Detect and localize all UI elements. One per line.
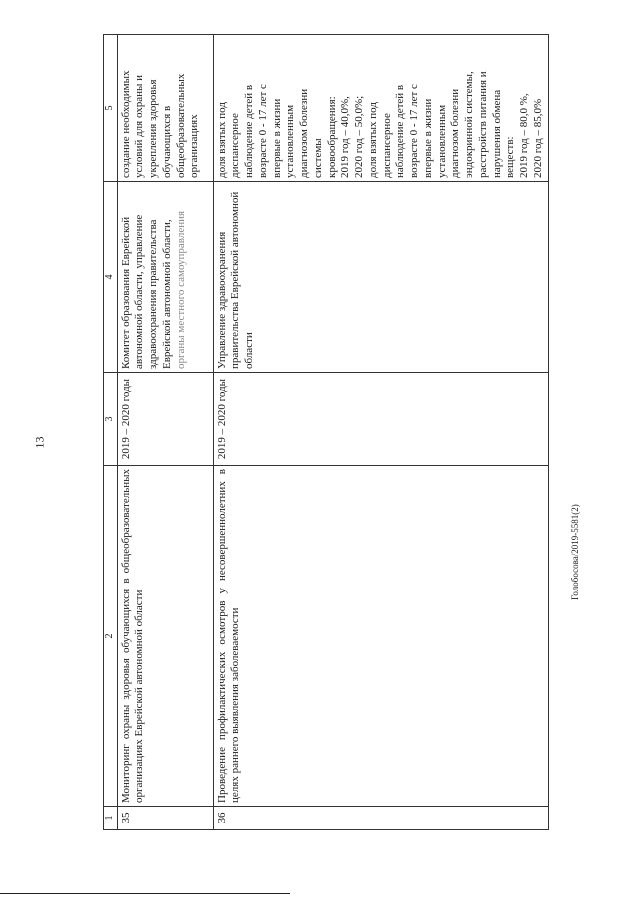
result-line: обучающихся в bbox=[160, 105, 173, 178]
column-header-1: 1 bbox=[104, 807, 118, 830]
result-line: нарушения обмена bbox=[490, 89, 503, 178]
result-line: установленным bbox=[435, 104, 448, 178]
result-line: кровообращения: bbox=[325, 96, 338, 178]
result-line: условий для охраны и bbox=[133, 74, 146, 178]
event-cell: Мониторинг охраны здоровья обучающихся в общеобразовательных организациях Еврейской автономной области bbox=[117, 466, 213, 807]
result-line: эндокринной системы, bbox=[463, 71, 475, 178]
result-line: доля взятых под bbox=[366, 102, 379, 178]
period-cell: 2019 – 2020 годы bbox=[117, 373, 213, 466]
result-line: диагнозом болезни bbox=[449, 88, 462, 178]
result-line: возрасте 0 - 17 лет с bbox=[408, 84, 420, 178]
result-line: наблюдение детей в bbox=[394, 84, 407, 178]
header-row bbox=[104, 35, 118, 830]
column-header-4: 4 bbox=[104, 182, 118, 373]
period-cell: 2019 – 2020 годы bbox=[213, 373, 548, 466]
result-line: расстройств питания и bbox=[476, 71, 489, 178]
column-header-3: 3 bbox=[104, 373, 118, 466]
table-row bbox=[117, 35, 213, 830]
row-number: 35 bbox=[117, 807, 213, 830]
result-line: впервые в жизни bbox=[270, 98, 283, 178]
result-line: 2019 год – 40,0%, bbox=[339, 96, 352, 178]
result-line: укрепления здоровья bbox=[147, 79, 159, 178]
result-line: диспансерное bbox=[380, 113, 393, 178]
result-line: возрасте 0 - 17 лет с bbox=[256, 84, 269, 178]
measures-table bbox=[103, 34, 549, 830]
result-line: диагнозом болезни bbox=[298, 88, 310, 178]
executor-cell bbox=[117, 182, 213, 373]
document-footer-mark: Голобосова/2019-5581(2) bbox=[570, 504, 580, 600]
table-row bbox=[213, 35, 548, 830]
result-line: наблюдение детей в bbox=[243, 84, 255, 178]
result-line: веществ: bbox=[504, 136, 517, 178]
result-line: общеобразовательных bbox=[174, 73, 187, 178]
result-line: 2020 год – 50,0%; bbox=[353, 95, 365, 178]
result-line: впервые в жизни bbox=[421, 98, 434, 178]
result-line: 2019 год – 80,0 %, bbox=[518, 93, 530, 178]
row-number: 36 bbox=[213, 807, 548, 830]
column-header-2: 2 bbox=[104, 466, 118, 807]
result-cell bbox=[117, 35, 213, 182]
executor-cell: Управление здравоохранения правительства Еврейской автономной области bbox=[213, 182, 548, 373]
result-line: 2020 год – 85,0% bbox=[531, 98, 544, 178]
page-number: 13 bbox=[32, 436, 47, 449]
result-line: установленным bbox=[284, 104, 297, 178]
result-line: диспансерное bbox=[229, 113, 242, 178]
event-cell: Проведение профилактических осмотров у несовершеннолетних в целях раннего выявления заболеваемости bbox=[213, 466, 548, 807]
executor-text: Комитет образования Еврейской автономной области, управление здравоохранения правительства Еврейской автономной области, bbox=[119, 214, 173, 369]
result-line: доля взятых под bbox=[215, 102, 228, 178]
result-line: создание необходимых bbox=[119, 70, 132, 178]
executor-cut-text: органы местного самоуправления bbox=[174, 210, 187, 369]
result-cell bbox=[213, 35, 548, 182]
rotated-table-container bbox=[103, 40, 563, 830]
result-line: организациях bbox=[188, 114, 201, 178]
result-line: системы bbox=[311, 138, 324, 178]
footnote-rule bbox=[0, 893, 290, 894]
column-header-5: 5 bbox=[104, 35, 118, 182]
